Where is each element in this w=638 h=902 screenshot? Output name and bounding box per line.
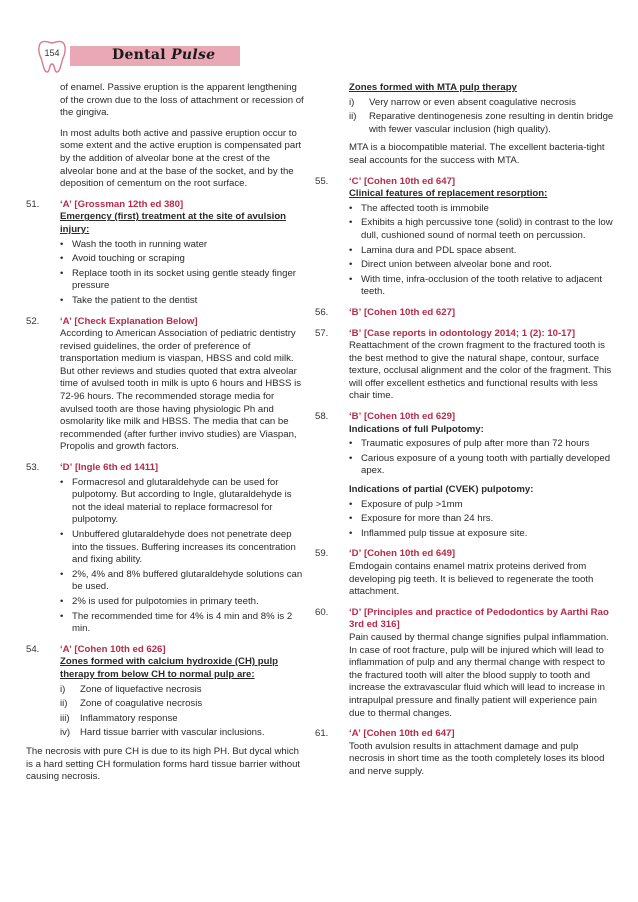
q51-heading: Emergency (first) treatment at the site of avulsion injury: — [60, 211, 287, 235]
q58-bullets-2: • Exposure of pulp >1mm • Exposure for more than 24 hrs. • Inflammed pulp tissue at exposure site. — [349, 499, 615, 541]
q53-bullets: • Formacresol and glutaraldehyde can be used for pulpotomy. But according to Ingle, glutaraldehyde is not the ideal material to replace formacresol for pulpotomy. • Unbuffered glutaraldehyde does not penetrate deep into the tissues. Buffering increases its concentration and fixing ability. • 2%, 4% and 8% buffered glutaraldehyde solutions can be used. • 2% is used for pulpotomies in primary teeth. • The recommended time for 4% is 4 min and 8% is 2 min. — [60, 477, 306, 636]
question-56: 56. ‘B’ [Cohen 10th ed 627] — [315, 306, 456, 318]
q54-footer: The necrosis with pure CH is due to its high PH. But dycal which is a hard setting CH formulation forms hard tissue barrier without causing necrosis. — [26, 745, 301, 783]
question-52: 52. ‘A’ [Check Explanation Below] According to American Association of pediatric dentistry revised guidelines, the order of preference of transportation medium is viaspan, HBSS and cold milk. But other reviews and studies quoted that extra alveolar time of avulsed tooth in milk is upto 6 hours and HBSS is 72-96 hours. The recommended storage media for avulsed tooth are those having physiologic Ph and osmolarity like milk and HBSS. The media that can be recommended (after further invivo studies) are Viaspan, Propolis and growth factors. — [26, 316, 306, 455]
q54-heading: Zones formed with calcium hydroxide (CH) pulp therapy from below CH to normal pulp are: — [60, 656, 279, 680]
left-column — [26, 82, 306, 792]
mta-list: i) Very narrow or even absent coagulative necrosis ii) Reparative dentinogenesis zone resulting in dentin bridge with fewer vascular inclusion (high quality). — [349, 96, 614, 135]
page-number: 154 — [44, 48, 60, 58]
right-column — [315, 82, 615, 787]
question-59: 59. ‘D’ [Cohen 10th ed 649] Emdogain contains enamel matrix proteins derived from developing pig teeth. It is believed to regenerate the tooth attachment. — [315, 548, 615, 598]
q59-text: Emdogain contains enamel matrix proteins derived from developing pig teeth. It is believed to regenerate the tooth attachment. — [349, 561, 594, 598]
question-54: 54. ‘A’ [Cohen 10th ed 626] Zones formed with calcium hydroxide (CH) pulp therapy from below CH to normal pulp are: i) Zone of liquefactive necrosis ii) Zone of coagulative necrosis iii) Inflammatory response iv) Hard tissue barrier with vascular inclusions. The necrosis with pure CH is due to its high PH. But dycal which is a hard setting CH formulation forms hard tissue barrier without causing necrosis. — [26, 644, 306, 784]
intro-paragraph-2: In most adults both active and passive eruption occur to some extent and the active eruption is compensated part by the addition of alveolar bone at the crest of the alveolar bone and at the base of the socket, and by the deposition of cementum on the root surface. — [60, 127, 302, 190]
q58-heading-2: Indications of partial (CVEK) pulpotomy: — [349, 484, 534, 496]
q52-text: According to American Association of pediatric dentistry revised guidelines, the order of preference of transportation medium is viaspan, HBSS and cold milk. But other reviews and studies quoted that extra alveolar time of avulsed tooth in milk is upto 6 hours and HBSS is 72-96 hours. The recommended storage media for avulsed tooth are those having physiologic Ph and osmolarity like milk and HBSS. The media that can be recommended (after further invivo studies) are Viaspan, Propolis and growth factors. — [60, 328, 302, 453]
q55-heading: Clinical features of replacement resorption: — [349, 188, 548, 200]
q55-bullets: • The affected tooth is immobile • Exhibits a high percussive tone (solid) in contrast to the low dull, cushioned sound of normal teeth on percussion. • Lamina dura and PDL space absent. • Direct union between alveolar bone and root. • With time, infra-occlusion of the tooth relative to adjacent teeth. — [349, 203, 615, 299]
question-55: 55. ‘C’ [Cohen 10th ed 647] Clinical features of replacement resorption: • The affected tooth is immobile • Exhibits a high percussive tone (solid) in contrast to the low dull, cushioned sound of normal teeth on percussion. • Lamina dura and PDL space absent. • Direct union between alveolar bone and root. • With time, infra-occlusion of the tooth relative to adjacent teeth. — [315, 176, 615, 299]
intro-paragraph-1: of enamel. Passive eruption is the apparent lengthening of the crown due to the loss of attachment or recession of the gingiva. — [60, 82, 304, 119]
question-58: 58. ‘B’ [Cohen 10th ed 629] Indications of full Pulpotomy: • Traumatic exposures of pulp after more than 72 hours • Carious exposure of a young tooth with partially developed apex. Indications of partial (CVEK) pulpotomy: • Exposure of pulp >1mm • Exposure for more than 24 hrs. • Inflammed pulp tissue at exposure site. — [315, 411, 615, 540]
q58-heading: Indications of full Pulpotomy: — [349, 423, 484, 435]
question-60: 60. ‘D’ [Principles and practice of Pedodontics by Aarthi Rao 3rd ed 316] Pain caused by thermal change signifies pulpal inflammation. In case of root fracture, pulp will be injured which will lead to inflammation of pulp and any thermal change with respect to the fractured tooth will alter the blood supply to tooth and increase the extravascular fluid which will lead to increase in intrapulpal pressure and finally patient will experience pain due to thermal changes. — [315, 607, 615, 720]
q60-text: Pain caused by thermal change signifies pulpal inflammation. In case of root fracture, pulp will be injured which will lead to inflammation of pulp and any thermal change with respect to the fractured tooth will alter the blood supply to tooth and increase the extravascular fluid which will lead to increase in intrapulpal pressure and finally patient will experience pain due to thermal changes. — [349, 631, 609, 719]
question-57: 57. ‘B’ [Case reports in odontology 2014; 1 (2): 10-17] Reattachment of the crown fragment to the fractured tooth is the best method to give the natural shape, contour, surface texture, occlusal alignment and the color of the fragment. This will offer excellent esthetics and functional results with less chair time. — [315, 328, 615, 404]
running-title: Dental Pulse — [112, 47, 216, 63]
q58-bullets: • Traumatic exposures of pulp after more than 72 hours • Carious exposure of a young tooth with partially developed apex. — [349, 438, 615, 478]
q54-list: i) Zone of liquefactive necrosis ii) Zone of coagulative necrosis iii) Inflammatory response iv) Hard tissue barrier with vascular inclusions. — [60, 683, 265, 739]
q57-text: Reattachment of the crown fragment to the fractured tooth is the best method to give the natural shape, contour, surface texture, occlusal alignment and the color of the fragment. This will offer excellent esthetics and functional results with less chair time. — [349, 340, 612, 402]
q51-bullets: • Wash the tooth in running water • Avoid touching or scraping • Replace tooth in its socket using gentle steady finger pressure • Take the patient to the dentist — [60, 239, 306, 308]
q61-text: Tooth avulsion results in attachment damage and pulp necrosis in short time as the tooth completely loses its blood and nerve supply. — [349, 740, 605, 777]
question-51: 51. ‘A’ [Grossman 12th ed 380] Emergency (first) treatment at the site of avulsion injury: • Wash the tooth in running water • Avoid touching or scraping • Replace tooth in its socket using gentle steady finger pressure • Take the patient to the dentist — [26, 199, 306, 308]
mta-text: MTA is a biocompatible material. The excellent bacteria-tight seal accounts for the success with MTA. — [349, 142, 605, 166]
question-61: 61. ‘A’ [Cohen 10th ed 647] Tooth avulsion results in attachment damage and pulp necrosis in short time as the tooth completely loses its blood and nerve supply. — [315, 728, 615, 778]
mta-heading: Zones formed with MTA pulp therapy — [349, 82, 517, 93]
question-53: 53. ‘D’ [Ingle 6th ed 1411] • Formacresol and glutaraldehyde can be used for pulpotomy. But according to Ingle, glutaraldehyde is not the ideal material to replace formacresol for pulpotomy. • Unbuffered glutaraldehyde does not penetrate deep into the tissues. Buffering increases its concentration and fixing ability. • 2%, 4% and 8% buffered glutaraldehyde solutions can be used. • 2% is used for pulpotomies in primary teeth. • The recommended time for 4% is 4 min and 8% is 2 min. — [26, 462, 306, 636]
